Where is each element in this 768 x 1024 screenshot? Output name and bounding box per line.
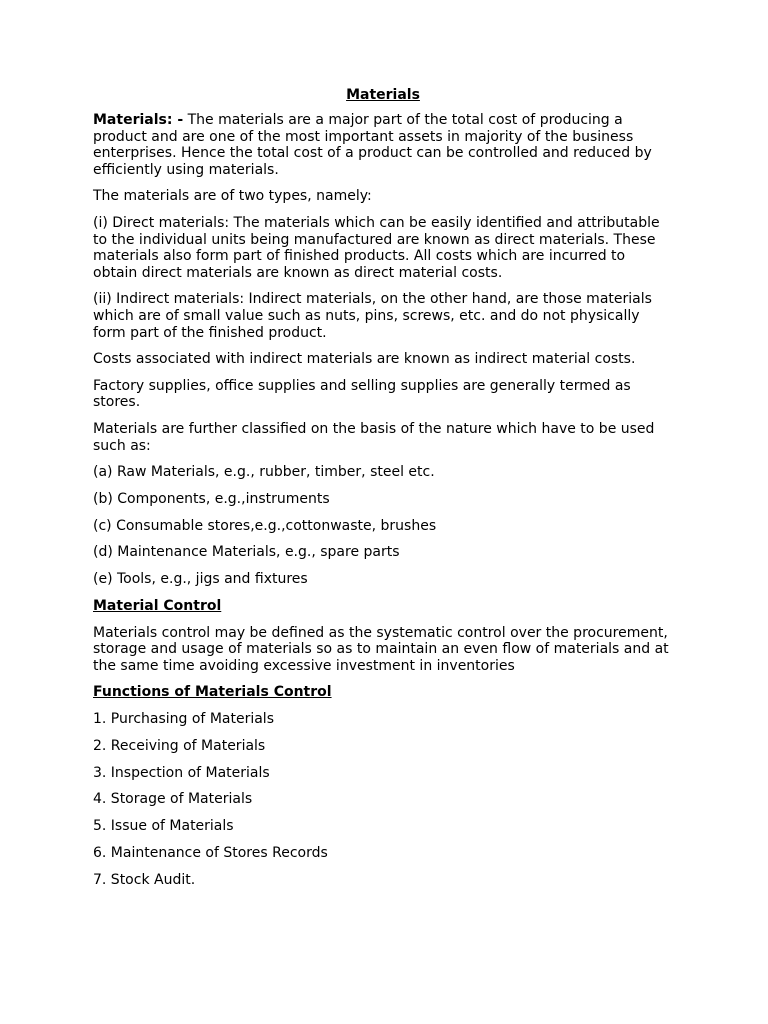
indirect-costs-paragraph: Costs associated with indirect materials are known as indirect material costs. [93, 351, 636, 368]
function-item-storage: 4. Storage of Materials [93, 791, 253, 808]
page-title: Materials [346, 87, 420, 103]
function-item-purchasing: 1. Purchasing of Materials [93, 710, 274, 727]
classification-paragraph: Materials are further classified on the basis of the nature which have to be used such as: [93, 420, 655, 454]
document-page [93, 86, 673, 898]
function-item-receiving: 2. Receiving of Materials [93, 737, 266, 754]
intro-paragraph [93, 112, 673, 178]
indirect-materials-paragraph: (ii) Indirect materials: Indirect materials, on the other hand, are those materials which are of small value such as nuts, pins, screws, etc. and do not physically form part of the finished product. [93, 291, 652, 341]
function-item-issue: 5. Issue of Materials [93, 818, 234, 835]
stores-paragraph: Factory supplies, office supplies and selling supplies are generally termed as stores. [93, 377, 631, 411]
functions-heading: Functions of Materials Control [93, 684, 332, 701]
class-item-consumables: (c) Consumable stores,e.g.,cottonwaste, brushes [93, 517, 437, 534]
function-item-inspection: 3. Inspection of Materials [93, 764, 270, 781]
intro-text: The materials are a major part of the total cost of producing a product and are one of the most important assets in majority of the business enterprises. Hence the total cost of a product can be controlled and reduced by efficiently using materials. [93, 112, 652, 178]
class-item-raw: (a) Raw Materials, e.g., rubber, timber, steel etc. [93, 464, 435, 481]
function-item-records: 6. Maintenance of Stores Records [93, 844, 328, 861]
function-item-audit: 7. Stock Audit. [93, 871, 196, 888]
material-control-heading: Material Control [93, 598, 222, 614]
class-item-maintenance: (d) Maintenance Materials, e.g., spare parts [93, 544, 400, 561]
direct-materials-paragraph: (i) Direct materials: The materials which can be easily identified and attributable to the individual units being manufactured are known as direct materials. These materials also form part of finished products. All costs which are incurred to obtain direct materials are known as direct material costs. [93, 214, 660, 281]
intro-lead: Materials: - [93, 112, 184, 128]
class-item-components: (b) Components, e.g.,instruments [93, 490, 330, 507]
material-control-paragraph: Materials control may be defined as the systematic control over the procurement, storage and usage of materials so as to maintain an even flow of materials and at the same time avoiding excessive investment in inventories [93, 624, 669, 674]
types-intro-paragraph: The materials are of two types, namely: [93, 188, 372, 205]
class-item-tools: (e) Tools, e.g., jigs and fixtures [93, 571, 308, 588]
